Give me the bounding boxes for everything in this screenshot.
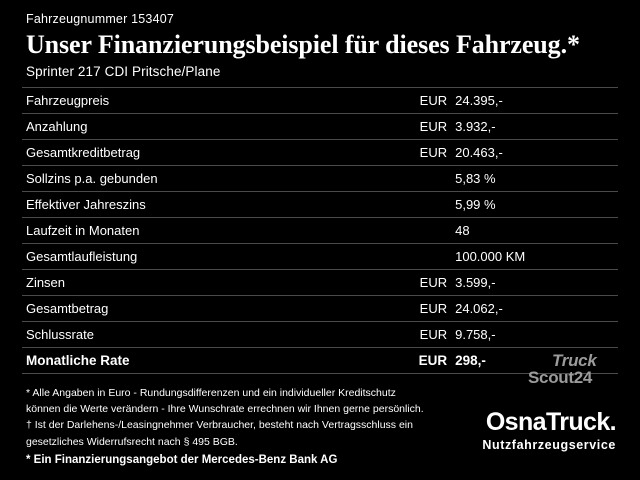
table-row	[22, 192, 618, 218]
footnote-line: * Alle Angaben in Euro - Rundungsdifferenzen und ein individueller Kreditschutz	[26, 387, 396, 399]
row-label: Gesamtbetrag	[26, 301, 109, 316]
row-value: 48	[455, 223, 470, 238]
row-currency: EUR	[419, 119, 448, 134]
row-value: 3.932,-	[455, 119, 496, 134]
table-row	[22, 244, 618, 270]
page-title: Unser Finanzierungsbeispiel für dieses Fahrzeug.*	[26, 30, 580, 59]
row-value: 5,83 %	[455, 171, 496, 186]
row-currency: EUR	[419, 145, 448, 160]
table-row	[22, 296, 618, 322]
row-currency	[356, 244, 451, 270]
table-row	[22, 166, 618, 192]
row-value: 298,-	[455, 353, 486, 368]
row-value: 20.463,-	[455, 145, 503, 160]
row-value: 5,99 %	[455, 197, 496, 212]
table-row	[22, 322, 618, 348]
row-value: 9.758,-	[455, 327, 496, 342]
row-currency: EUR	[419, 93, 448, 108]
row-label: Laufzeit in Monaten	[26, 223, 140, 238]
row-currency: EUR	[419, 301, 448, 316]
row-label: Sollzins p.a. gebunden	[26, 171, 158, 186]
table-row	[22, 88, 618, 114]
table-row	[22, 218, 618, 244]
row-currency	[356, 192, 451, 218]
osnatruck-logo-main: OsnaTruck.	[485, 408, 616, 436]
osnatruck-logo-sub: Nutzfahrzeugservice	[482, 438, 616, 452]
truckscout24-logo	[528, 352, 614, 398]
row-label: Gesamtkreditbetrag	[26, 145, 141, 160]
footnote-line: † Ist der Darlehens-/Leasingnehmer Verbraucher, besteht nach Vertragsschluss ein	[26, 419, 413, 432]
row-label: Effektiver Jahreszins	[26, 197, 146, 212]
row-currency: EUR	[419, 275, 448, 290]
bank-offer-note: * Ein Finanzierungsangebot der Mercedes-Benz Bank AG	[26, 454, 338, 466]
footnote-line: können die Werte verändern - Ihre Wunschrate errechnen wir Ihnen gerne persönlich.	[26, 403, 424, 416]
row-currency	[356, 166, 451, 192]
row-label: Schlussrate	[26, 327, 94, 342]
row-label: Zinsen	[26, 275, 66, 290]
row-label: Monatliche Rate	[26, 353, 130, 368]
row-label: Anzahlung	[26, 119, 88, 134]
footnote-line: gesetzliches Widerrufsrecht nach § 495 BGB.	[26, 435, 238, 448]
row-currency	[356, 218, 451, 244]
row-currency: EUR	[419, 327, 448, 342]
row-label: Fahrzeugpreis	[26, 93, 110, 108]
vehicle-model-subtitle: Sprinter 217 CDI Pritsche/Plane	[26, 64, 221, 79]
row-value: 3.599,-	[455, 275, 496, 290]
truckscout24-logo-line2: Scout24	[528, 368, 593, 387]
truckscout24-logo-line1: Truck	[552, 351, 597, 370]
row-value: 24.062,-	[455, 301, 503, 316]
row-currency: EUR	[418, 353, 448, 368]
table-row	[22, 114, 618, 140]
row-value: 100.000 KM	[455, 249, 526, 264]
footnotes	[26, 386, 446, 449]
table-row	[22, 140, 618, 166]
financing-table	[22, 87, 618, 374]
vehicle-number: Fahrzeugnummer 153407	[26, 12, 175, 26]
row-label: Gesamtlaufleistung	[26, 249, 138, 264]
table-row	[22, 270, 618, 296]
osnatruck-logo	[482, 410, 616, 452]
row-value: 24.395,-	[455, 93, 503, 108]
